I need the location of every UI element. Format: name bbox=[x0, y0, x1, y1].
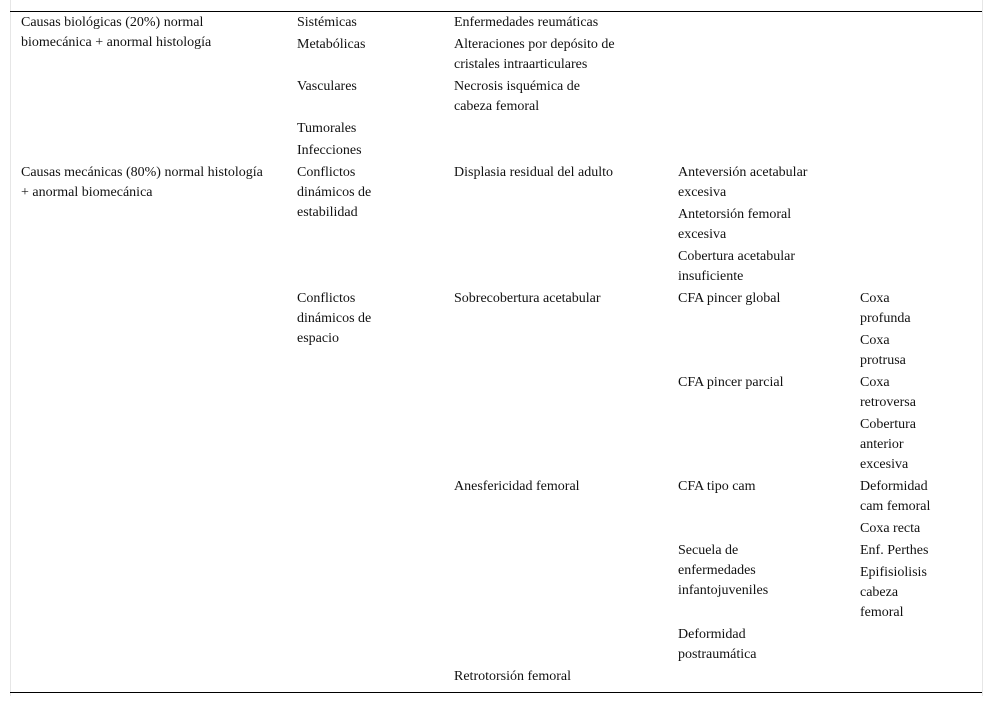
type-postraumatica: Deformidad postraumática bbox=[678, 627, 757, 662]
condition-necrosis: Necrosis isquémica de cabeza femoral bbox=[454, 79, 580, 114]
type-cam: CFA tipo cam bbox=[678, 479, 756, 494]
subtype-coxa-retroversa: Coxa retroversa bbox=[860, 375, 916, 410]
subtype-deformidad-cam: Deformidad cam femoral bbox=[860, 479, 931, 514]
detail-anteversion: Anteversión acetabular excesiva bbox=[678, 165, 808, 200]
cause-mechanical: Causas mecánicas (80%) normal histología + anormal biomecánica bbox=[21, 165, 263, 200]
subtype-coxa-profunda: Coxa profunda bbox=[860, 291, 911, 326]
type-pincer-parcial: CFA pincer parcial bbox=[678, 375, 784, 390]
table-bottom-rule bbox=[10, 692, 982, 693]
type-secuela: Secuela de enfermedades infantojuveniles bbox=[678, 543, 769, 598]
condition-displasia: Displasia residual del adulto bbox=[454, 165, 614, 180]
conflict-estabilidad: Conflictos dinámicos de estabilidad bbox=[297, 165, 372, 220]
subcause-tumorales: Tumorales bbox=[297, 121, 357, 136]
subtype-coxa-recta: Coxa recta bbox=[860, 521, 921, 536]
conflict-espacio: Conflictos dinámicos de espacio bbox=[297, 291, 372, 346]
subcause-sistemicas: Sistémicas bbox=[297, 15, 357, 30]
table-top-rule bbox=[10, 11, 982, 12]
condition-sobrecobertura: Sobrecobertura acetabular bbox=[454, 291, 601, 306]
subcause-metabolicas: Metabólicas bbox=[297, 37, 366, 52]
subcause-infecciones: Infecciones bbox=[297, 143, 362, 158]
subtype-cobertura-anterior: Cobertura anterior excesiva bbox=[860, 417, 916, 472]
subtype-perthes: Enf. Perthes bbox=[860, 543, 929, 558]
condition-retrotorsion: Retrotorsión femoral bbox=[454, 669, 572, 684]
detail-cobertura-insuficiente: Cobertura acetabular insuficiente bbox=[678, 249, 795, 284]
detail-antetorsion: Antetorsión femoral excesiva bbox=[678, 207, 792, 242]
subcause-vasculares: Vasculares bbox=[297, 79, 357, 94]
condition-cristales: Alteraciones por depósito de cristales intraarticulares bbox=[454, 37, 615, 72]
subtype-coxa-protrusa: Coxa protrusa bbox=[860, 333, 906, 368]
cause-biological: Causas biológicas (20%) normal biomecánica + anormal histología bbox=[21, 15, 212, 50]
condition-reumaticas: Enfermedades reumáticas bbox=[454, 15, 599, 30]
condition-anesfericidad: Anesfericidad femoral bbox=[454, 479, 580, 494]
type-pincer-global: CFA pincer global bbox=[678, 291, 781, 306]
subtype-epifisiolisis: Epifisiolisis cabeza femoral bbox=[860, 565, 927, 620]
